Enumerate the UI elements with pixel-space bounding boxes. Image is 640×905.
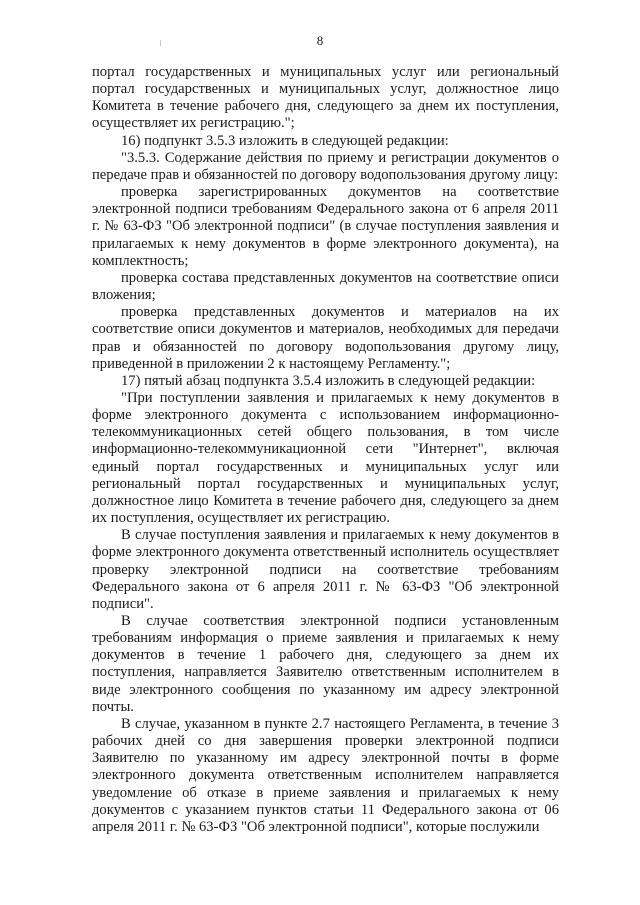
paragraph-signature-verification: В случае поступления заявления и прилагаемых к нему документов в форме электронного документа ответственный исполнитель осуществляет проверку электронной подписи на соответствие требованиям Федерального закона от 6 апреля 2011 г. № 63-ФЗ "Об электронной подписи". [92,527,559,612]
paragraph-notification: В случае соответствия электронной подписи установленным требованиям информация о приеме заявления и прилагаемых к нему документов в течение 1 рабочего дня, следующего за днем их поступления, направляется Заявителю ответственным исполнителем в виде электронного сообщения по указанному им адресу электронной почты. [92,613,559,715]
paragraph-electronic-receipt: "При поступлении заявления и прилагаемых к нему документов в форме электронного документа с использованием информационно-телекоммуникационных сетей общего пользования, в том числе информационно-телекоммуникационной сети "Интернет", включая единый портал государственных и муниципальных услуг или региональный портал государственных и муниципальных услуг, должностное лицо Комитета в течение рабочего дня, следующего за днем их поступления, осуществляет их регистрацию. [92,389,559,527]
paragraph-continuation: портал государственных и муниципальных услуг или региональный портал государственных и муниципальных услуг, должностное лицо Комитета в течение рабочего дня, следующего за днем их поступления, осуществляет их регистрацию."; [92,64,559,132]
paragraph-refusal: В случае, указанном в пункте 2.7 настоящего Регламента, в течение 3 рабочих дней со дня завершения проверки электронной подписи Заявителю по указанному им адресу электронной почты в форме электронного документа ответственным исполнителем направляется уведомление об отказе в приеме заявления и прилагаемых к нему документов с указанием пунктов статьи 11 Федерального закона от 06 апреля 2011 г. № 63-ФЗ "Об электронной подписи", которые послужили [92,715,559,835]
page-number: 8 [316,33,324,48]
document-body [92,64,559,836]
paragraph-check-signature: проверка зарегистрированных документов на соответствие электронной подписи требованиям Федерального закона от 6 апреля 2011 г. № 63-ФЗ "Об электронной подписи" (в случае поступления заявления и прилагаемых к нему документов в форме электронного документа), на комплектность; [92,184,559,269]
paragraph-3-5-3-heading: "3.5.3. Содержание действия по приему и регистрации документов о передаче прав и обязанностей по договору водопользования другому лицу: [92,149,559,183]
paragraph-item-16: 16) подпункт 3.5.3 изложить в следующей редакции: [121,132,449,149]
paragraph-check-materials: проверка представленных документов и материалов на их соответствие описи документов и материалов, необходимых для передачи прав и обязанностей по договору водопользования другому лицу, приведенной в приложении 2 к настоящему Регламенту."; [92,304,559,372]
paragraph-check-composition: проверка состава представленных документов на соответствие описи вложения; [92,269,559,304]
paragraph-item-17: 17) пятый абзац подпункта 3.5.4 изложить в следующей редакции: [121,372,536,389]
